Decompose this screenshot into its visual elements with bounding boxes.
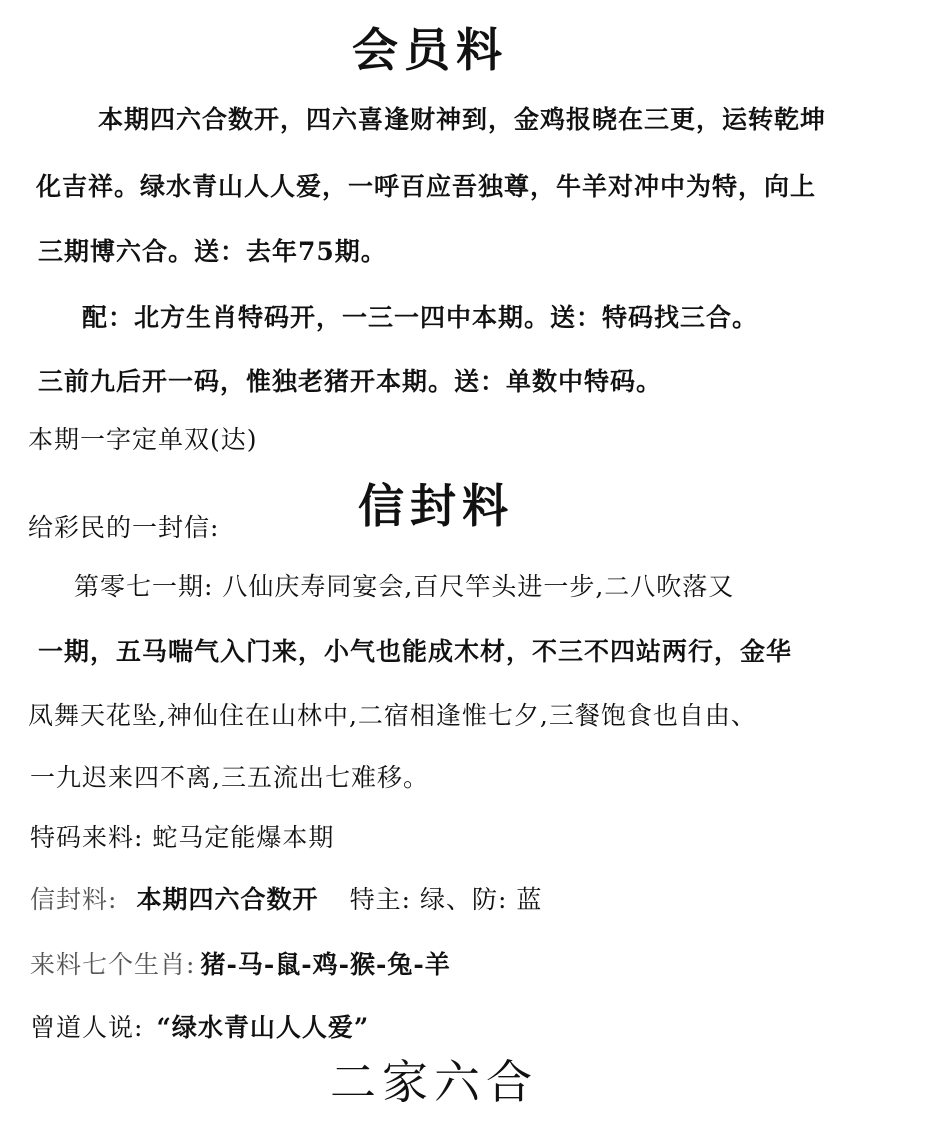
text-line: 本期四六合数开，四六喜逢财神到，金鸡报晓在三更，运转乾坤 bbox=[98, 105, 827, 134]
greeting: 给彩民的一封信: bbox=[28, 513, 220, 542]
text-line: 凤舞天花坠,神仙住在山林中,二宿相逢惟七夕,三餐饱食也自由、 bbox=[28, 701, 757, 730]
text-line: 配：北方生肖特码开，一三一四中本期。送：特码找三合。 bbox=[82, 303, 759, 332]
zodiac-label: 来料七个生肖: bbox=[30, 950, 196, 979]
text-line: 第零七一期: 八仙庆寿同宴会,百尺竿头进一步,二八吹落又 bbox=[74, 572, 735, 601]
title-xinfeng: 信封料 bbox=[358, 479, 514, 533]
special-code-line: 特码来料: 蛇马定能爆本期 bbox=[30, 823, 335, 852]
text-line: 三前九后开一码，惟独老猪开本期。送：单数中特码。 bbox=[38, 367, 663, 396]
note-danshuang: 本期一字定单双(达) bbox=[28, 425, 258, 454]
envelope-label: 信封料: bbox=[30, 885, 118, 914]
taoist-value: “绿水青山人人爱” bbox=[156, 1013, 370, 1042]
zodiac-value: 猪-马-鼠-鸡-猴-兔-羊 bbox=[200, 950, 451, 979]
text-line: 一九迟来四不离,三五流出七难移。 bbox=[30, 763, 429, 792]
title-huiyuan: 会员料 bbox=[352, 23, 508, 77]
envelope-line bbox=[30, 880, 542, 916]
zodiac-line bbox=[30, 945, 451, 981]
text-line: 三期博六合。送：去年75期。 bbox=[38, 237, 387, 266]
text-line: 一期，五马喘气入门来，小气也能成木材，不三不四站两行，金华 bbox=[38, 637, 793, 666]
text-line: 化吉祥。绿水青山人人爱，一呼百应吾独尊，牛羊对冲中为特，向上 bbox=[36, 172, 817, 201]
taoist-line bbox=[30, 1008, 369, 1044]
title-erjia: 二家六合 bbox=[330, 1055, 538, 1109]
taoist-label: 曾道人说: bbox=[30, 1013, 144, 1042]
envelope-value: 本期四六合数开 bbox=[136, 885, 319, 914]
envelope-rest: 特主: 绿、防: 蓝 bbox=[349, 885, 543, 914]
